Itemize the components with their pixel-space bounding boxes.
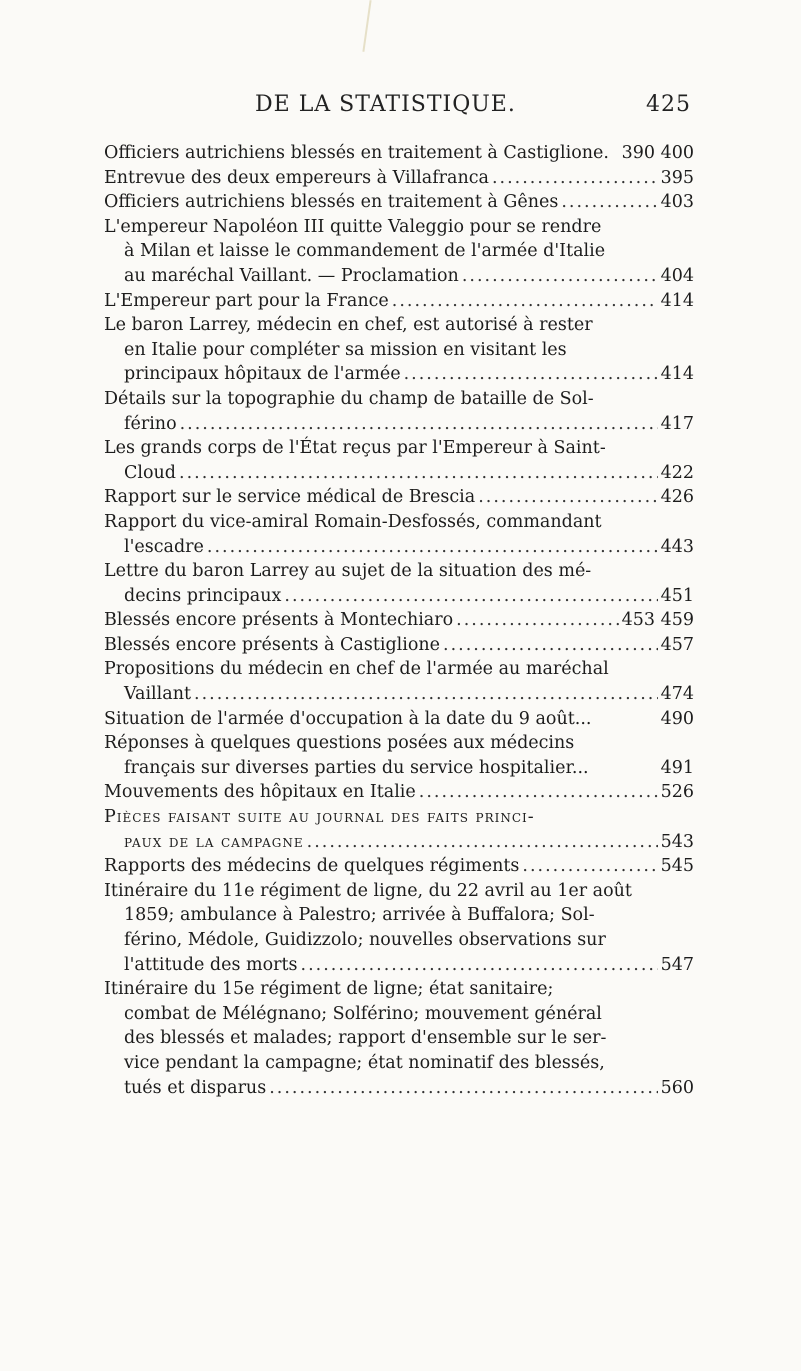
table-of-contents [104, 141, 694, 1100]
toc-entry [104, 633, 694, 658]
leader-dots [269, 1076, 657, 1101]
toc-entry-page: 560 [660, 1077, 694, 1098]
leader-dots [307, 830, 658, 855]
toc-entry-text: férino [124, 413, 177, 434]
toc-entry-page: 490 [660, 708, 694, 729]
toc-entry-line: férino, Médole, Guidizzolo; nouvelles observations sur [124, 930, 606, 950]
toc-entry-line: Propositions du médecin en chef de l'armée au maréchal [104, 659, 609, 680]
toc-entry-line: en Italie pour compléter sa mission en visitant les [124, 339, 567, 360]
toc-entry-text: Vaillant [124, 684, 191, 705]
toc-entry-line: Pièces faisant suite au journal des faits princi- [104, 807, 535, 828]
toc-entry [104, 731, 694, 780]
toc-entry [104, 436, 694, 485]
toc-entry-page: 390 400 [621, 143, 694, 163]
leader-dots [301, 953, 658, 978]
leader-dots [522, 854, 657, 879]
toc-entry [104, 510, 694, 559]
toc-entry [104, 485, 694, 510]
toc-entry-last-line [104, 707, 694, 732]
toc-entry-page: 404 [660, 265, 694, 286]
toc-entry-line: Itinéraire du 11e régiment de ligne, du 22 avril au 1er août [104, 880, 632, 901]
toc-entry-text: decins principaux [124, 585, 282, 606]
toc-entry-text: tués et disparus [124, 1077, 267, 1098]
toc-entry-last-line [104, 830, 694, 855]
toc-entry-line: combat de Mélégnano; Solférino; mouvement général [124, 1003, 602, 1024]
toc-entry-page: 543 [660, 831, 694, 852]
toc-entry-page: 453 459 [621, 610, 694, 631]
toc-entry [104, 805, 694, 854]
toc-entry-line: vice pendant la campagne; état nominatif des blessés, [124, 1052, 605, 1073]
toc-entry-page: 414 [660, 290, 694, 311]
toc-entry-text: L'Empereur part pour la France [104, 290, 389, 311]
toc-entry-page: 457 [660, 634, 694, 655]
toc-entry-page: 443 [660, 536, 694, 557]
toc-entry-text: Entrevue des deux empereurs à Villafranca [104, 167, 489, 188]
toc-entry-page: 417 [660, 413, 694, 434]
leader-dots [462, 264, 658, 289]
toc-entry [104, 387, 694, 436]
toc-entry-page: 395 [660, 167, 694, 188]
toc-entry-line: Itinéraire du 15e régiment de ligne; état sanitaire; [104, 979, 554, 1000]
toc-entry-last-line [104, 854, 694, 879]
toc-entry-last-line [104, 608, 694, 633]
toc-entry-text: l'attitude des morts [124, 954, 298, 975]
toc-entry-text: paux de la campagne [124, 831, 304, 852]
toc-entry-line: Lettre du baron Larrey au sujet de la situation des mé- [104, 561, 592, 582]
toc-entry-last-line [104, 289, 694, 314]
toc-entry-line: Les grands corps de l'État reçus par l'Empereur à Saint- [104, 438, 606, 459]
toc-entry [104, 141, 694, 166]
leader-dots [180, 412, 658, 437]
toc-entry [104, 854, 694, 879]
toc-entry-text: Officiers autrichiens blessés en traitement à Castiglione. [104, 143, 609, 163]
toc-entry-last-line [104, 953, 694, 978]
toc-entry-line: Le baron Larrey, médecin en chef, est autorisé à rester [104, 315, 593, 336]
toc-entry-line: Détails sur la topographie du champ de bataille de Sol- [104, 388, 594, 409]
leader-dots [194, 682, 658, 707]
toc-entry [104, 707, 694, 732]
toc-entry-page: 451 [660, 585, 694, 606]
toc-entry [104, 190, 694, 215]
toc-entry [104, 657, 694, 706]
toc-entry-text: Situation de l'armée d'occupation à la date du 9 août... [104, 708, 592, 729]
toc-entry-page: 403 [660, 192, 694, 213]
toc-entry [104, 879, 694, 977]
toc-entry-line: des blessés et malades; rapport d'ensemble sur le ser- [124, 1028, 607, 1049]
toc-entry-text: Cloud [124, 462, 176, 483]
toc-entry [104, 977, 694, 1100]
toc-entry-text: l'escadre [124, 536, 204, 557]
toc-entry-line: 1859; ambulance à Palestro; arrivée à Buffalora; Sol- [124, 905, 595, 926]
toc-entry-last-line [104, 682, 694, 707]
toc-entry-last-line [104, 166, 694, 191]
toc-entry-text: Rapport sur le service médical de Brescia [104, 487, 476, 508]
leader-dots [179, 461, 658, 486]
toc-entry-last-line [104, 141, 694, 166]
toc-entry-line: Réponses à quelques questions posées aux médecins [104, 733, 575, 754]
toc-entry-text: Blessés encore présents à Montechiaro [104, 610, 454, 631]
running-head-title: DE LA STATISTIQUE. [255, 92, 516, 117]
toc-entry-line: L'empereur Napoléon III quitte Valeggio pour se rendre [104, 216, 602, 237]
toc-entry-line: Rapport du vice-amiral Romain-Desfossés, commandant [104, 511, 602, 532]
leader-dots [478, 485, 657, 510]
toc-entry-text: au maréchal Vaillant. — Proclamation [124, 265, 459, 286]
toc-entry [104, 313, 694, 387]
leader-dots [392, 289, 658, 314]
toc-entry-page: 547 [660, 954, 694, 975]
toc-entry-last-line [104, 461, 694, 486]
toc-entry-last-line [104, 412, 694, 437]
toc-entry-text: Officiers autrichiens blessés en traitement à Gênes [104, 192, 559, 213]
toc-entry-last-line [104, 584, 694, 609]
toc-entry [104, 608, 694, 633]
toc-entry-last-line [104, 1076, 694, 1101]
toc-entry [104, 780, 694, 805]
toc-entry-last-line [104, 780, 694, 805]
leader-dots [419, 780, 658, 805]
toc-entry-last-line [104, 756, 694, 781]
leader-dots [284, 584, 657, 609]
toc-entry-last-line [104, 633, 694, 658]
leader-dots [456, 608, 618, 633]
toc-entry [104, 289, 694, 314]
toc-entry-page: 426 [660, 487, 694, 508]
toc-entry-last-line [104, 535, 694, 560]
toc-entry-line: à Milan et laisse le commandement de l'armée d'Italie [124, 241, 606, 262]
toc-entry-text: français sur diverses parties du service hospitalier... [124, 757, 589, 778]
toc-entry [104, 215, 694, 289]
toc-entry-last-line [104, 485, 694, 510]
toc-entry-page: 526 [660, 782, 694, 803]
toc-entry-text: Rapports des médecins de quelques régiments [104, 856, 520, 877]
toc-entry-last-line [104, 264, 694, 289]
toc-entry-text: Blessés encore présents à Castiglione [104, 634, 441, 655]
toc-entry-text: principaux hôpitaux de l'armée [124, 364, 401, 385]
leader-dots [561, 190, 657, 215]
toc-entry-page: 545 [660, 856, 694, 877]
toc-entry [104, 166, 694, 191]
toc-entry-last-line [104, 362, 694, 387]
toc-entry-last-line [104, 190, 694, 215]
leader-dots [404, 362, 658, 387]
toc-entry-text: Mouvements des hôpitaux en Italie [104, 782, 416, 803]
toc-entry [104, 559, 694, 608]
toc-entry-page: 491 [660, 757, 694, 778]
leader-dots [492, 166, 658, 191]
running-head-page-number: 425 [646, 92, 691, 117]
toc-entry-page: 474 [660, 684, 694, 705]
pencil-mark [362, 0, 371, 52]
toc-entry-page: 422 [660, 462, 694, 483]
toc-entry-page: 414 [660, 364, 694, 385]
leader-dots [443, 633, 658, 658]
leader-dots [207, 535, 658, 560]
